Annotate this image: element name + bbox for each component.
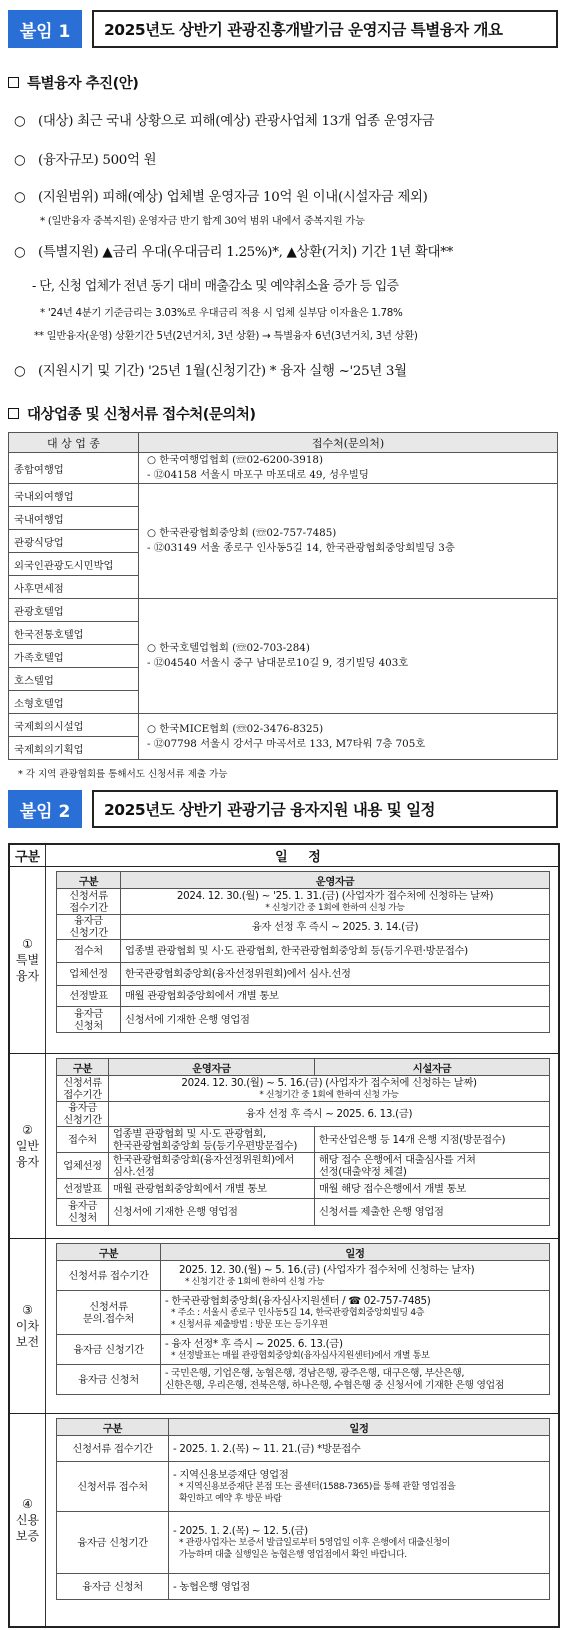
block-interest-subsidy	[10, 1239, 558, 1414]
block-label: ① 특별 융자	[10, 867, 46, 1053]
inner-table: 구분 운영자금 시설자금 신청서류 접수기간 2024. 12. 30.(월) ~ 5. 16.(금) (사업자가 접수처에 신청하는 날짜) * 신청기간 중 1회에 한하여 신청 가능 융자금 신청기간 융자 선정 후 즉시 ~ 2025. 6. 13.(금) 접수처 업종별 관광협회 및 시·도 관광협회, 한국관광협회중앙회 등(등기우편방문접수) 한국산업은행 등 14개 은행 지점(방문접수) 업체선정 한국관광협회중앙회(융자선정위원회)에서 심사.선정 해당 접수 은행에서 대출심사를 거쳐 선정(대출약정 체결) 선정발표 매월 관광협회중앙회에서 개별 통보 매월 해당 접수은행에서 개별 통보 융자금 신청처 신청서에 기재한 은행 영업점 신청서를 제출한 은행 영업점	[56, 1058, 550, 1226]
table-cell: 관광호텔업	[9, 599, 139, 622]
header-cell: 구분	[10, 845, 46, 866]
table-cell: 종합여행업	[9, 453, 139, 484]
note: ** 일반융자(운영) 상환기간 5년(2년거치, 3년 상환) → 특별융자 6년(3년거치, 3년 상환)	[34, 330, 418, 342]
block-general-loan	[10, 1054, 558, 1239]
attachment-title: 2025년도 상반기 관광기금 융자지원 내용 및 일정	[92, 790, 558, 828]
bullet-special: ○ (특별지원) ▲금리 우대(우대금리 1.25%)*, ▲상환(거치) 기간 1년 확대**	[14, 245, 453, 260]
table-cell: ○ 한국관광협회중앙회 (☏02-757-7485) - ⑫03149 서울 종로구 인사동5길 14, 한국관광협회중앙회빌딩 3층	[139, 484, 558, 599]
section-heading: 대상업종 및 신청서류 접수처(문의처)	[8, 403, 256, 424]
schedule-table	[8, 843, 560, 1628]
table-cell: 한국전통호텔업	[9, 622, 139, 645]
inner-table: 구분 일정 신청서류 접수기간 - 2025. 1. 2.(목) ~ 11. 21.(금) *방문접수 신청서류 접수처 - 지역신용보증재단 영업점 * 지역신용보증재단 본점 또는 콜센터(1588-7365)를 통해 관할 영업점을 확인하고 예약 후 방문 바람 융자금 신청기간 - 2025. 1. 2.(목) ~ 12. 5.(금) * 관광사업자는 보증서 발급일로부터 5영업일 이후 은행에서 대출신청이 가능하며 대출 실행일은 농협은행 영업점에서 확인 바랍니다. 융자금 신청처 - 농협은행 영업점	[56, 1418, 550, 1600]
schedule-header	[10, 845, 558, 867]
inner-table: 구분 일정 신청서류 접수기간 2025. 12. 30.(월) ~ 5. 16.(금) (사업자가 접수처에 신청하는 날자) * 신청기간 중 1회에 한하여 신청 가능 신청서류 문의.접수처 - 한국관광협회중앙회(융자심사지원센터 / ☎ 02-757-7485) * 주소 : 서울시 종로구 인사동5길 14, 한국관광협회중앙회빌딩 4층 * 신청서류 제출방법 : 방문 또는 등기우편 융자금 신청기간 - 융자 선정* 후 즉시 ~ 2025. 6. 13.(금) * 선정발표는 매월 관광협회중앙회(융자심사지원센터)에서 개별 통보 융자금 신청처 - 국민은행, 기업은행, 농협은행, 경남은행, 광주은행, 대구은행, 부산은행, 신한은행, 우리은행, 전북은행, 하나은행, 수협은행 중 신청서에 기재한 은행 영업점	[56, 1243, 550, 1395]
table-cell: ○ 한국호텔업협회 (☏02-703-284) - ⑫04540 서울시 중구 남대문로10길 9, 경기빌딩 403호	[139, 599, 558, 714]
attachment-title: 2025년도 상반기 관광진흥개발기금 운영지금 특별융자 개요	[92, 10, 558, 48]
table-header: 접수처(문의처)	[139, 433, 558, 453]
header-cell: 일 정	[275, 850, 329, 865]
block-credit-guarantee	[10, 1414, 558, 1626]
section-heading: 특별융자 추진(안)	[8, 72, 138, 93]
table-cell: 국제회의기획업	[9, 737, 139, 760]
table-cell: 관광식당업	[9, 530, 139, 553]
attachment-1-header	[8, 10, 558, 48]
table-cell: 소형호텔업	[9, 691, 139, 714]
bullet-target: ○ (대상) 최근 국내 상황으로 피해(예상) 관광사업체 13개 업종 운영자금	[14, 114, 435, 129]
attachment-badge: 붙임 2	[8, 790, 82, 828]
bullet-range: ○ (지원범위) 피해(예상) 업체별 운영자금 10억 원 이내(시설자금 제외)	[14, 190, 428, 205]
inner-table: 구분 운영자금 신청서류 접수기간 2024. 12. 30.(월) ~ '25. 1. 31.(금) (사업자가 접수처에 신청하는 날짜) * 신청기간 중 1회에 한하여 신청 가능 융자금 신청기간 융자 선정 후 즉시 ~ 2025. 3. 14.(금) 접수처 업종별 관광협회 및 시·도 관광협회, 한국관광협회중앙회 등(등기우편·방문접수) 업체선정 한국관광협회중앙회(융자선정위원회)에서 심사.선정 선정발표 매월 관광협회중앙회에서 개별 통보 융자금 신청처 신청서에 기재한 은행 영업점	[56, 871, 550, 1033]
table-cell: 호스텔업	[9, 668, 139, 691]
block-label: ④ 신용 보증	[10, 1414, 46, 1626]
block-special-loan	[10, 867, 558, 1054]
table-cell: 국내여행업	[9, 507, 139, 530]
checkbox-icon	[8, 77, 19, 88]
checkbox-icon	[8, 408, 19, 419]
table-cell: 국제회의시설업	[9, 714, 139, 737]
contact-table	[8, 432, 558, 760]
note: * '24년 4분기 기준금리는 3.03%로 우대금리 적용 시 업체 실부담 이자율은 1.78%	[40, 307, 403, 319]
note: * (일반융자 중복지원) 운영자금 반기 합계 30억 범위 내에서 중복지원 가능	[40, 215, 365, 227]
table-cell: 외국인관광도시민박업	[9, 553, 139, 576]
block-label: ③ 이차 보전	[10, 1239, 46, 1413]
footnote: * 각 지역 관광협회를 통해서도 신청서류 제출 가능	[18, 769, 228, 780]
table-cell: 사후면세점	[9, 576, 139, 599]
table-cell: ○ 한국여행업협회 (☏02-6200-3918) - ⑫04158 서울시 마포구 마포대로 49, 성우빌딩	[139, 453, 558, 484]
table-cell: 가족호텔업	[9, 645, 139, 668]
table-cell: 국내외여행업	[9, 484, 139, 507]
dash-item: - 단, 신청 업체가 전년 동기 대비 매출감소 및 예약취소율 증가 등 입증	[32, 279, 399, 294]
block-label: ② 일반 융자	[10, 1054, 46, 1238]
table-cell: ○ 한국MICE협회 (☏02-3476-8325) - ⑫07798 서울시 강서구 마곡서로 133, M7타워 7층 705호	[139, 714, 558, 760]
attachment-badge: 붙임 1	[8, 10, 82, 48]
bullet-period: ○ (지원시기 및 기간) '25년 1월(신청기간) * 융자 실행 ~'25년 3월	[14, 364, 407, 379]
bullet-scale: ○ (융자규모) 500억 원	[14, 153, 157, 168]
attachment-2-header	[8, 790, 558, 828]
table-header: 대 상 업 종	[9, 433, 139, 453]
